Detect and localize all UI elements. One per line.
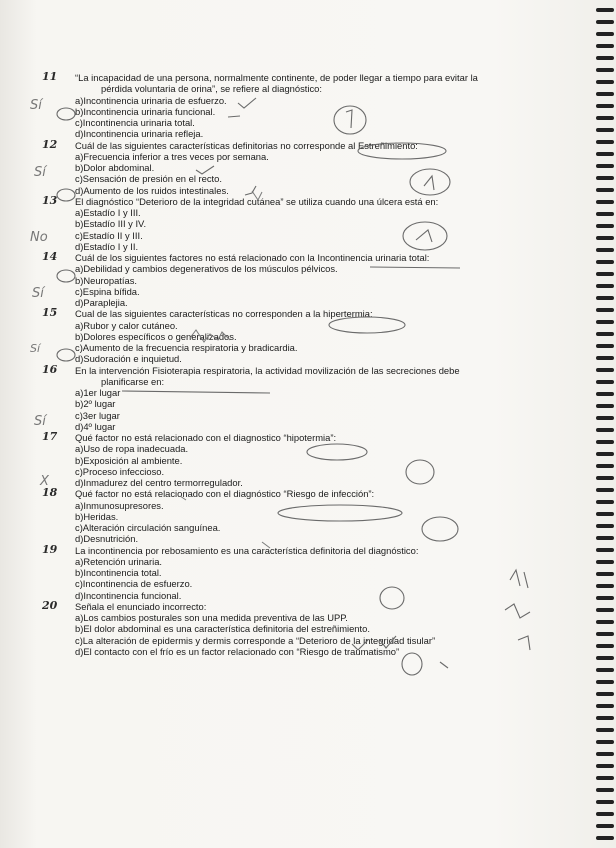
answer-circle-q15: [57, 349, 75, 361]
margin-note-q14: Sí: [32, 286, 44, 301]
margin-note-q17: X: [40, 474, 49, 489]
option-b[interactable]: b)Neuropatías.: [75, 274, 138, 286]
option-a[interactable]: a)Los cambios posturales son una medida preventiva de las UPP.: [75, 612, 348, 623]
question-number: 11: [42, 70, 58, 83]
word-circle-estrenimiento: [358, 143, 446, 159]
question-number: 19: [42, 542, 58, 556]
option-d[interactable]: d)Incontinencia funcional.: [75, 589, 182, 601]
big-circle-q19: [380, 587, 404, 609]
answer-circle-q14: [57, 270, 75, 282]
option-b[interactable]: b)2º lugar: [75, 398, 116, 410]
option-a[interactable]: a)1er lugar: [75, 387, 121, 398]
option-b[interactable]: b)Exposición al ambiente.: [75, 454, 183, 466]
margin-note-q16: Sí: [34, 414, 46, 429]
big-circle-q13: [403, 222, 447, 250]
question-number: 13: [42, 193, 58, 207]
question-number: 15: [42, 306, 58, 320]
big-circle-q20: [402, 653, 422, 675]
question-stem: Cual de las siguientes características no corresponden a la hipertermia:: [75, 308, 373, 320]
option-d[interactable]: d)Sudoración e inquietud.: [75, 353, 182, 365]
question-number: 16: [42, 362, 58, 376]
option-b[interactable]: b)Incontinencia total.: [75, 567, 162, 578]
answer-circle-q11: [57, 108, 75, 120]
option-a[interactable]: a)Frecuencia inferior a tres veces por semana.: [75, 150, 269, 162]
option-d[interactable]: d)4º lugar: [75, 420, 116, 432]
question-stem: El diagnóstico “Deterioro de la integridad cutánea” se utiliza cuando una úlcera está en:: [75, 195, 439, 207]
question-number: 17: [42, 430, 58, 443]
scribble-q15: [190, 330, 230, 342]
question-stem: Señala el enunciado incorrecto:: [75, 600, 207, 612]
option-a[interactable]: a)Incontinencia urinaria de esfuerzo.: [75, 94, 227, 106]
option-c[interactable]: c)La alteración de epidermis y dermis corresponde a “Deterioro de la integridad tisular”: [75, 634, 436, 646]
option-c[interactable]: c)3er lugar: [75, 409, 120, 421]
option-b[interactable]: b)Heridas.: [75, 510, 119, 522]
question-number: 14: [42, 250, 58, 263]
question-stem: Qué factor no está relacionado con el diagnóstico “Riesgo de infección”:: [75, 488, 375, 500]
option-d[interactable]: d)El contacto con el frío es un factor relacionado con “Riesgo de traumatismo”: [75, 645, 400, 657]
option-a[interactable]: a)Retención urinaria.: [75, 555, 163, 567]
underline-fisioterapia: [122, 391, 270, 393]
option-a[interactable]: a)Rubor y calor cutáneo.: [75, 319, 178, 331]
option-d[interactable]: d)Paraplejia.: [75, 297, 128, 308]
big-circle-q12: [410, 169, 450, 195]
question-stem: Qué factor no está relacionado con el diagnostico “hipotermia”:: [75, 432, 337, 443]
margin-note-q12: Sí: [34, 165, 46, 180]
option-c[interactable]: c)Sensación de presión en el recto.: [75, 173, 222, 185]
option-c[interactable]: c)Aumento de la frecuencia respiratoria y bradicardia.: [75, 342, 298, 353]
question-number: 20: [42, 598, 58, 612]
question-stem: “La incapacidad de una persona, normalmente continente, de poder llegar a tiempo para evitar la pérdida voluntaria de orina”, se refiere al diagnóstico:: [75, 72, 478, 95]
question-stem: La incontinencia por rebosamiento es una característica definitoria del diagnóstico:: [75, 544, 419, 556]
big-circle-q18: [422, 517, 458, 541]
word-circle-riesgo: [278, 505, 402, 521]
margin-note-q15: Sí: [30, 342, 41, 355]
big-circle-q17: [406, 460, 434, 484]
answer-circle-q12: [57, 189, 75, 201]
option-a[interactable]: a)Estadío I y III.: [75, 207, 141, 218]
option-c[interactable]: c)Proceso infeccioso.: [75, 465, 165, 477]
option-d[interactable]: d)Desnutrición.: [75, 533, 139, 545]
option-d[interactable]: d)Incontinencia urinaria refleja.: [75, 128, 204, 140]
question-stem: En la intervención Fisioterapia respiratoria, la actividad movilización de las secreciones debe planificarse en:: [75, 364, 460, 387]
option-c[interactable]: c)Espina bífida.: [75, 285, 140, 297]
question-stem: Cuál de los siguientes factores no está relacionado con la Incontinencia urinaria total:: [75, 252, 430, 263]
option-b[interactable]: b)Dolores específicos o generalizados.: [75, 330, 237, 342]
option-a[interactable]: a)Debilidad y cambios degenerativos de los músculos pélvicos.: [75, 263, 338, 275]
margin-note-q13: No: [30, 230, 48, 245]
margin-note-q11: Sí: [30, 98, 42, 113]
option-d[interactable]: d)Inmadurez del centro termorregulador.: [75, 477, 243, 488]
question-number: 12: [42, 137, 58, 151]
option-b[interactable]: b)Estadío III y IV.: [75, 218, 147, 230]
option-b[interactable]: b)El dolor abdominal es una característica definitoria del estreñimiento.: [75, 623, 370, 635]
question-stem: Cuál de las siguientes características definitorias no corresponde al Estreñimiento:: [75, 139, 418, 151]
word-circle-hipotermia: [307, 444, 367, 460]
underline-incontinencia: [370, 267, 460, 268]
option-b[interactable]: b)Dolor abdominal.: [75, 162, 155, 173]
option-d[interactable]: d)Estadío I y II.: [75, 240, 139, 252]
option-c[interactable]: c)Incontinencia urinaria total.: [75, 117, 195, 128]
option-c[interactable]: c)Incontinencia de esfuerzo.: [75, 578, 193, 590]
option-a[interactable]: a)Uso de ropa inadecuada.: [75, 443, 189, 455]
word-circle-hipertermia: [329, 317, 405, 333]
option-d[interactable]: d)Aumento de los ruidos intestinales.: [75, 184, 229, 196]
option-b[interactable]: b)Incontinencia urinaria funcional.: [75, 105, 216, 117]
question-number: 18: [42, 486, 58, 500]
option-a[interactable]: a)Inmunosupresores.: [75, 499, 164, 511]
option-c[interactable]: c)Estadío II y III.: [75, 229, 143, 241]
option-c[interactable]: c)Alteración circulación sanguínea.: [75, 522, 221, 533]
